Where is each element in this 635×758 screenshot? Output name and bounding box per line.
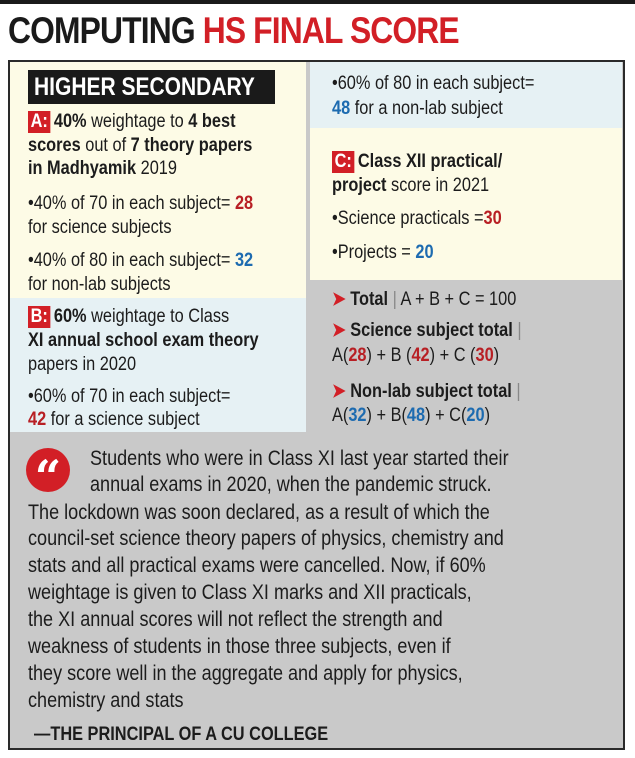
section-a-bullet-1-line-2: for science subjects xyxy=(28,217,172,238)
quote-icon: “ xyxy=(26,448,70,492)
top-rule xyxy=(0,0,635,4)
section-a-tag: A: xyxy=(28,111,50,133)
section-b-bullet-1: •60% of 70 in each subject= xyxy=(28,386,231,407)
nonlab-total-formula: A(32) + B(48) + C(20) xyxy=(332,405,491,426)
section-a-line-3: in Madhyamik 2019 xyxy=(28,158,177,179)
section-c-bullet-1: •Science practicals =30 xyxy=(332,208,502,229)
section-a-line-2: scores out of 7 theory papers xyxy=(28,135,253,156)
science-total-label: ➤ Science subject total | xyxy=(332,320,522,341)
total-row: ➤ Total | A + B + C = 100 xyxy=(332,289,517,310)
nonlab-total-label: ➤ Non-lab subject total | xyxy=(332,381,521,402)
section-b-line-3: papers in 2020 xyxy=(28,354,137,375)
quote-line-4: council-set science theory papers of physics, chemistry and xyxy=(28,527,504,550)
section-c-tag: C: xyxy=(332,151,354,173)
quote-line-8: weakness of students in those three subjects, even if xyxy=(28,635,451,658)
quote-line-5: stats and all practical exams were cancelled. Now, if 60% xyxy=(28,554,486,577)
arrow-right-icon: ➤ xyxy=(332,320,346,341)
quote-line-10: chemistry and stats xyxy=(28,689,184,712)
section-b-bullet-2: •60% of 80 in each subject= xyxy=(332,73,535,94)
title-part-1: COMPUTING xyxy=(8,10,203,51)
section-b-line-1: B: 60% weightage to Class xyxy=(28,305,229,329)
section-header: HIGHER SECONDARY xyxy=(28,70,275,104)
quote-line-2: annual exams in 2020, when the pandemic struck. xyxy=(90,473,492,496)
page-title xyxy=(8,6,459,56)
section-b-tag: B: xyxy=(28,306,50,328)
section-c-bullet-2: •Projects = 20 xyxy=(332,242,434,263)
section-b-line-2: XI annual school exam theory xyxy=(28,330,259,351)
quote-line-9: they score well in the aggregate and apply for physics, xyxy=(28,662,463,685)
section-c-line-2: project score in 2021 xyxy=(332,175,490,196)
section-a-bullet-2: •40% of 80 in each subject= 32 xyxy=(28,250,254,271)
section-a-bullet-1: •40% of 70 in each subject= 28 xyxy=(28,193,254,214)
quote-line-3: The lockdown was soon declared, as a result of which the xyxy=(28,501,490,524)
section-b-bullet-1-line-2: 42 for a science subject xyxy=(28,409,200,430)
section-c-line-1: C: Class XII practical/ xyxy=(332,150,502,174)
quote-attribution: —THE PRINCIPAL OF A CU COLLEGE xyxy=(34,724,329,745)
quote-line-6: weightage is given to Class XI marks and XII practicals, xyxy=(28,581,472,604)
quote-line-1: Students who were in Class XI last year started their xyxy=(90,447,509,470)
quote-line-7: the XI annual scores will not reflect the strength and xyxy=(28,608,443,631)
section-a-bullet-2-line-2: for non-lab subjects xyxy=(28,274,171,295)
arrow-right-icon: ➤ xyxy=(332,381,346,402)
science-total-formula: A(28) + B (42) + C (30) xyxy=(332,345,500,366)
title-part-2: HS FINAL SCORE xyxy=(202,10,459,51)
arrow-right-icon: ➤ xyxy=(332,289,346,310)
section-b-bullet-2-line-2: 48 for a non-lab subject xyxy=(332,98,503,119)
section-a-line-1: A: 40% weightage to 4 best xyxy=(28,110,236,134)
